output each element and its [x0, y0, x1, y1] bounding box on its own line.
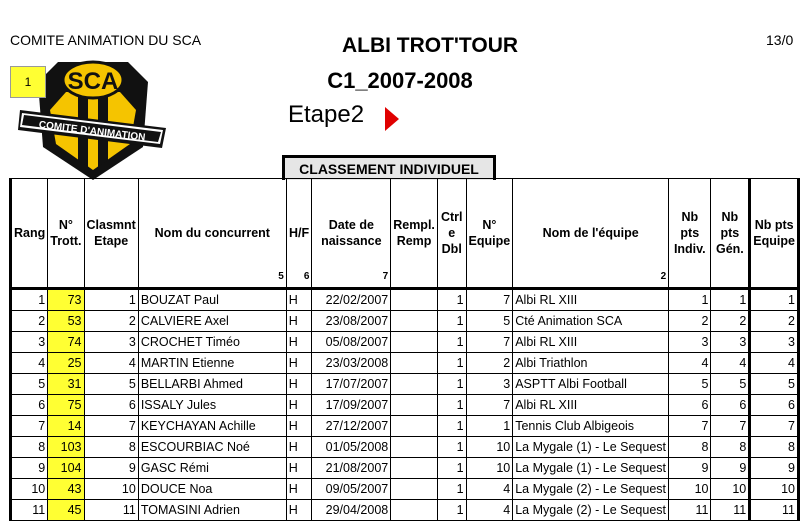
cell-trott: 75 [48, 395, 84, 416]
cell-rempl [391, 395, 438, 416]
cell-date: 01/05/2008 [312, 437, 391, 458]
cell-date: 22/02/2007 [312, 289, 391, 311]
cell-rang: 9 [11, 458, 48, 479]
col-concurrent-label: Nom du concurrent [154, 226, 270, 240]
cell-rempl [391, 479, 438, 500]
cell-rang: 3 [11, 332, 48, 353]
date-label: 13/0 [766, 32, 794, 48]
cell-pts-gen: 2 [711, 311, 750, 332]
cell-date: 17/07/2007 [312, 374, 391, 395]
col-pts-indiv: Nb pts Indiv. [669, 179, 711, 289]
cell-pts-indiv: 9 [669, 458, 711, 479]
cell-concurrent: CROCHET Timéo [138, 332, 286, 353]
rank-badge: 1 [10, 66, 46, 98]
table-row [11, 374, 799, 395]
cell-classement: 9 [84, 458, 138, 479]
cell-trott: 31 [48, 374, 84, 395]
cell-hf: H [286, 332, 312, 353]
cell-date: 05/08/2007 [312, 332, 391, 353]
cell-trott: 103 [48, 437, 84, 458]
cell-pts-indiv: 1 [669, 289, 711, 311]
cell-pts-equipe: 3 [750, 332, 799, 353]
cell-hf: H [286, 416, 312, 437]
col-pts-equipe: Nb pts Equipe [750, 179, 799, 289]
col-equipe [513, 179, 669, 289]
col-hf [286, 179, 312, 289]
cell-pts-gen: 8 [711, 437, 750, 458]
col-equipe-no: N° Equipe [466, 179, 513, 289]
cell-rempl [391, 353, 438, 374]
cell-date: 29/04/2008 [312, 500, 391, 521]
cell-concurrent: CALVIERE Axel [138, 311, 286, 332]
cell-pts-indiv: 6 [669, 395, 711, 416]
cell-pts-equipe: 11 [750, 500, 799, 521]
cell-pts-gen: 5 [711, 374, 750, 395]
cell-ctrl: 1 [437, 437, 466, 458]
cell-classement: 7 [84, 416, 138, 437]
cell-equipe-no: 7 [466, 289, 513, 311]
col-date-num: 7 [382, 271, 389, 282]
cell-rempl [391, 500, 438, 521]
col-concurrent [138, 179, 286, 289]
cell-ctrl: 1 [437, 458, 466, 479]
cell-concurrent: MARTIN Etienne [138, 353, 286, 374]
cell-rempl [391, 289, 438, 311]
cell-classement: 11 [84, 500, 138, 521]
cell-pts-equipe: 6 [750, 395, 799, 416]
cell-pts-equipe: 7 [750, 416, 799, 437]
cell-ctrl: 1 [437, 353, 466, 374]
cell-trott: 74 [48, 332, 84, 353]
cell-pts-indiv: 2 [669, 311, 711, 332]
cell-pts-equipe: 10 [750, 479, 799, 500]
cell-date: 21/08/2007 [312, 458, 391, 479]
cell-classement: 10 [84, 479, 138, 500]
col-equipe-label: Nom de l'équipe [542, 226, 639, 240]
cell-equipe: Tennis Club Albigeois [513, 416, 669, 437]
col-date-label: Date de naissance [321, 218, 382, 248]
cell-hf: H [286, 458, 312, 479]
cell-classement: 1 [84, 289, 138, 311]
cell-pts-indiv: 10 [669, 479, 711, 500]
cell-hf: H [286, 479, 312, 500]
cell-equipe-no: 4 [466, 500, 513, 521]
col-hf-label: H/F [289, 226, 310, 240]
cell-pts-gen: 10 [711, 479, 750, 500]
cell-equipe-no: 10 [466, 458, 513, 479]
stage-label: Etape2 [288, 101, 365, 128]
table-row [11, 416, 799, 437]
cell-pts-gen: 9 [711, 458, 750, 479]
organization-name: COMITE ANIMATION DU SCA [10, 32, 202, 48]
cell-concurrent: ISSALY Jules [138, 395, 286, 416]
cell-rang: 8 [11, 437, 48, 458]
cell-equipe: Albi RL XIII [513, 332, 669, 353]
cell-trott: 25 [48, 353, 84, 374]
cell-pts-equipe: 5 [750, 374, 799, 395]
cell-ctrl: 1 [437, 500, 466, 521]
cell-pts-equipe: 8 [750, 437, 799, 458]
cell-date: 09/05/2007 [312, 479, 391, 500]
col-trott: N° Trott. [48, 179, 84, 289]
cell-rang: 5 [11, 374, 48, 395]
cell-trott: 43 [48, 479, 84, 500]
cell-date: 23/08/2007 [312, 311, 391, 332]
table-row [11, 437, 799, 458]
cell-pts-equipe: 4 [750, 353, 799, 374]
table-row [11, 395, 799, 416]
cell-hf: H [286, 500, 312, 521]
cell-concurrent: TOMASINI Adrien [138, 500, 286, 521]
cell-pts-gen: 4 [711, 353, 750, 374]
table-row [11, 332, 799, 353]
cell-pts-gen: 11 [711, 500, 750, 521]
cell-rang: 2 [11, 311, 48, 332]
cell-concurrent: DOUCE Noa [138, 479, 286, 500]
cell-pts-equipe: 9 [750, 458, 799, 479]
cell-pts-indiv: 7 [669, 416, 711, 437]
cell-pts-indiv: 11 [669, 500, 711, 521]
cell-date: 23/03/2008 [312, 353, 391, 374]
cell-classement: 5 [84, 374, 138, 395]
cell-rang: 6 [11, 395, 48, 416]
page-title: ALBI TROT'TOUR [341, 34, 519, 57]
cell-rang: 11 [11, 500, 48, 521]
cell-ctrl: 1 [437, 311, 466, 332]
cell-classement: 2 [84, 311, 138, 332]
cell-rempl [391, 416, 438, 437]
cell-pts-indiv: 4 [669, 353, 711, 374]
cell-rempl [391, 311, 438, 332]
cell-equipe: Albi RL XIII [513, 289, 669, 311]
cell-date: 17/09/2007 [312, 395, 391, 416]
cell-rang: 10 [11, 479, 48, 500]
cell-trott: 104 [48, 458, 84, 479]
cell-equipe-no: 4 [466, 479, 513, 500]
cell-equipe-no: 1 [466, 416, 513, 437]
cell-rang: 7 [11, 416, 48, 437]
cell-classement: 3 [84, 332, 138, 353]
cell-equipe: Albi RL XIII [513, 395, 669, 416]
col-pts-gen: Nb pts Gén. [711, 179, 750, 289]
cell-hf: H [286, 289, 312, 311]
cell-rang: 1 [11, 289, 48, 311]
cell-trott: 73 [48, 289, 84, 311]
cell-classement: 4 [84, 353, 138, 374]
cell-equipe-no: 7 [466, 395, 513, 416]
cell-equipe: Albi Triathlon [513, 353, 669, 374]
cell-concurrent: ESCOURBIAC Noé [138, 437, 286, 458]
cell-pts-gen: 7 [711, 416, 750, 437]
cell-concurrent: BOUZAT Paul [138, 289, 286, 311]
cell-equipe-no: 7 [466, 332, 513, 353]
arrow-right-icon[interactable] [385, 107, 399, 131]
cell-pts-equipe: 1 [750, 289, 799, 311]
cell-pts-indiv: 3 [669, 332, 711, 353]
col-date [312, 179, 391, 289]
col-rempl: Rempl. Remp [391, 179, 438, 289]
section-title: CLASSEMENT INDIVIDUEL [282, 155, 496, 180]
cell-rempl [391, 458, 438, 479]
cell-equipe-no: 10 [466, 437, 513, 458]
cell-trott: 53 [48, 311, 84, 332]
cell-hf: H [286, 374, 312, 395]
cell-hf: H [286, 395, 312, 416]
cell-equipe: La Mygale (2) - Le Sequest [513, 479, 669, 500]
cell-classement: 6 [84, 395, 138, 416]
ranking-table [9, 178, 800, 521]
cell-hf: H [286, 437, 312, 458]
cell-concurrent: KEYCHAYAN Achille [138, 416, 286, 437]
col-ctrl: Ctrl e Dbl [437, 179, 466, 289]
col-concurrent-num: 5 [278, 271, 284, 282]
cell-pts-gen: 6 [711, 395, 750, 416]
cell-pts-indiv: 8 [669, 437, 711, 458]
cell-rempl [391, 374, 438, 395]
cell-rempl [391, 332, 438, 353]
cell-concurrent: BELLARBI Ahmed [138, 374, 286, 395]
cell-ctrl: 1 [437, 479, 466, 500]
cell-date: 27/12/2007 [312, 416, 391, 437]
cell-equipe: La Mygale (1) - Le Sequest [513, 458, 669, 479]
table-row [11, 311, 799, 332]
cell-equipe-no: 5 [466, 311, 513, 332]
cell-trott: 45 [48, 500, 84, 521]
cell-ctrl: 1 [437, 332, 466, 353]
svg-text:COMITE D'ANIMATION: COMITE D'ANIMATION [38, 119, 146, 144]
cell-rang: 4 [11, 353, 48, 374]
cell-equipe: La Mygale (2) - Le Sequest [513, 500, 669, 521]
cell-ctrl: 1 [437, 289, 466, 311]
cell-pts-gen: 3 [711, 332, 750, 353]
cell-pts-gen: 1 [711, 289, 750, 311]
table-row [11, 500, 799, 521]
cell-hf: H [286, 311, 312, 332]
cell-hf: H [286, 353, 312, 374]
col-hf-num: 6 [303, 271, 310, 282]
cell-equipe: ASPTT Albi Football [513, 374, 669, 395]
cell-pts-indiv: 5 [669, 374, 711, 395]
cell-ctrl: 1 [437, 416, 466, 437]
table-row [11, 479, 799, 500]
svg-text:SCA: SCA [67, 68, 119, 95]
table-row [11, 353, 799, 374]
cell-ctrl: 1 [437, 395, 466, 416]
cell-pts-equipe: 2 [750, 311, 799, 332]
cell-classement: 8 [84, 437, 138, 458]
table-row [11, 458, 799, 479]
category-title: C1_2007-2008 [327, 68, 473, 93]
col-rang: Rang [11, 179, 48, 289]
cell-ctrl: 1 [437, 374, 466, 395]
cell-equipe-no: 2 [466, 353, 513, 374]
table-row [11, 289, 799, 311]
cell-equipe-no: 3 [466, 374, 513, 395]
cell-equipe: Cté Animation SCA [513, 311, 669, 332]
cell-equipe: La Mygale (1) - Le Sequest [513, 437, 669, 458]
cell-rempl [391, 437, 438, 458]
cell-concurrent: GASC Rémi [138, 458, 286, 479]
col-equipe-num: 2 [660, 271, 667, 282]
cell-trott: 14 [48, 416, 84, 437]
col-classement: Clasmnt Etape [84, 179, 138, 289]
